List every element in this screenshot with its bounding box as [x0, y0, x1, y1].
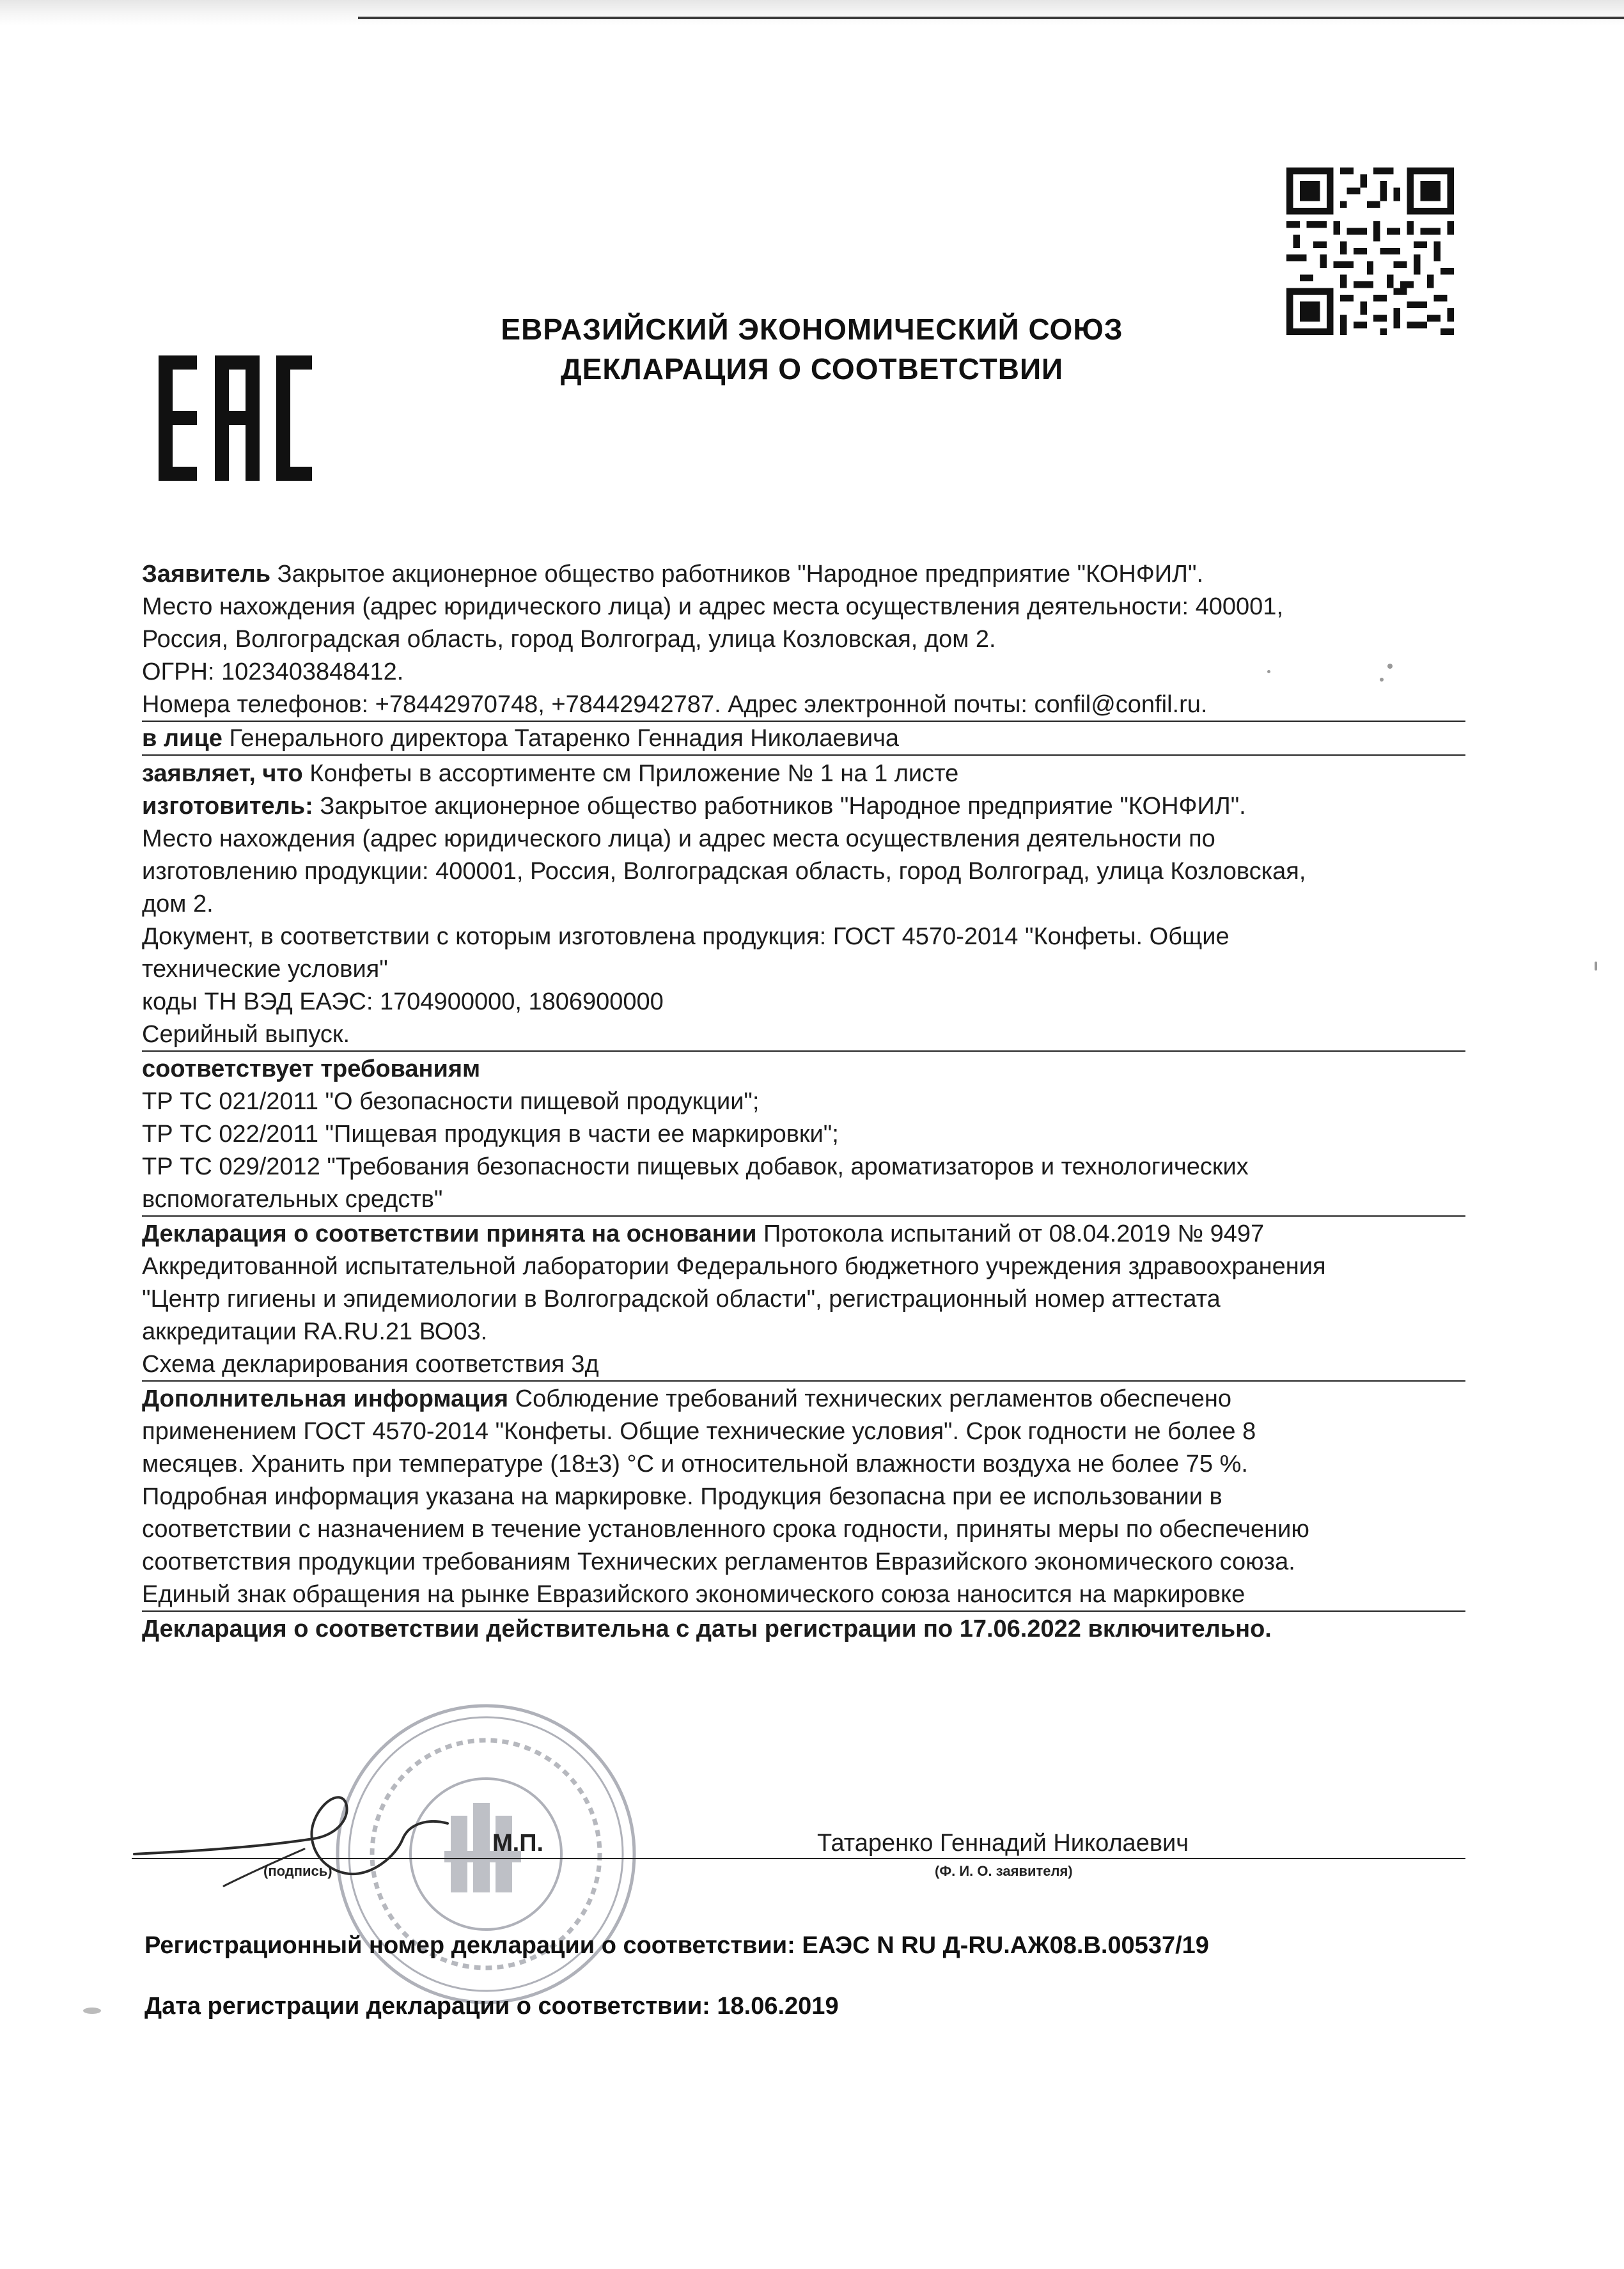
additional-detail: Подробная информация указана на маркировке. Продукция безопасна при ее использовании в [142, 1483, 1222, 1510]
additional-detail: месяцев. Хранить при температуре (18±3) °С и относительной влажности воздуха не более 75 %. [142, 1451, 1248, 1478]
manufacturer-label: изготовитель: [142, 793, 313, 820]
document-title: ДЕКЛАРАЦИЯ О СООТВЕТСТВИИ [560, 352, 1064, 386]
basis-detail: Схема декларирования соответствия 3д [142, 1351, 599, 1378]
qr-code-icon [1286, 168, 1454, 335]
representative-text: Генерального директора Татаренко Геннадия Николаевича [222, 725, 900, 752]
manufacturer-address-2: изготовлению продукции: 400001, Россия, Волгоградская область, город Волгоград, улица Козловская, [142, 858, 1306, 885]
applicant-line [142, 559, 1203, 589]
validity-line: Декларация о соответствии действительна с даты регистрации по 17.06.2022 включительно. [142, 1616, 1272, 1642]
requirement-item: вспомогательных средств" [142, 1186, 443, 1213]
requirement-item: ТР ТС 021/2011 "О безопасности пищевой продукции"; [142, 1088, 760, 1115]
divider [142, 1050, 1465, 1052]
manufacturer-address-1: Место нахождения (адрес юридического лица) и адрес места осуществления деятельности по [142, 825, 1215, 852]
additional-detail: Единый знак обращения на рынке Евразийского экономического союза наносится на маркировке [142, 1581, 1245, 1608]
basis-detail: "Центр гигиены и эпидемиологии в Волгоградской области", регистрационный номер аттестата [142, 1286, 1221, 1313]
scan-speck [1387, 664, 1393, 669]
scan-speck [83, 2008, 101, 2014]
declares-text: Конфеты в ассортименте см Приложение № 1 на 1 листе [302, 760, 959, 787]
codes-line: коды ТН ВЭД ЕАЭС: 1704900000, 1806900000 [142, 988, 664, 1015]
signature-line [132, 1858, 1465, 1859]
scan-speck [1595, 962, 1597, 971]
representative-label: в лице [142, 725, 223, 752]
additional-line [142, 1384, 1231, 1414]
scan-edge-line [358, 17, 1624, 19]
series-line: Серийный выпуск. [142, 1021, 350, 1048]
additional-label: Дополнительная информация [142, 1385, 509, 1412]
additional-text: Соблюдение требований технических регламентов обеспечено [508, 1385, 1232, 1412]
registration-number: Регистрационный номер декларации о соответствии: ЕАЭС N RU Д-RU.АЖ08.В.00537/19 [144, 1932, 1209, 1959]
scan-speck [1380, 678, 1384, 682]
basis-detail: аккредитации RA.RU.21 ВО03. [142, 1318, 488, 1345]
manufacturer-line [142, 791, 1246, 822]
stamp-caption: М.П. [492, 1830, 544, 1857]
signer-name: Татаренко Геннадий Николаевич [817, 1830, 1189, 1857]
declares-label: заявляет, что [142, 760, 303, 787]
requirement-item: ТР ТС 029/2012 "Требования безопасности пищевых добавок, ароматизаторов и технологических [142, 1153, 1249, 1180]
scan-edge-shadow [0, 0, 1624, 26]
applicant-address-1: Место нахождения (адрес юридического лица) и адрес места осуществления деятельности: 400001, [142, 593, 1283, 620]
basis-label: Декларация о соответствии принята на основании [142, 1220, 757, 1247]
additional-detail: соответствии с назначением в течение установленного срока годности, приняты меры по обеспечению [142, 1516, 1309, 1543]
signature-caption: (подпись) [263, 1863, 332, 1879]
scan-speck [1267, 670, 1270, 673]
applicant-name: Закрытое акционерное общество работников "Народное предприятие "КОНФИЛ". [270, 561, 1204, 588]
divider [142, 754, 1465, 756]
manufacturer-address-3: дом 2. [142, 891, 214, 917]
registration-date: Дата регистрации декларации о соответствии: 18.06.2019 [144, 1993, 839, 2020]
requirement-item: ТР ТС 022/2011 "Пищевая продукция в части ее маркировки"; [142, 1121, 839, 1148]
basis-detail: Аккредитованной испытательной лаборатории Федерального бюджетного учреждения здравоохранения [142, 1253, 1326, 1280]
basis-line [142, 1219, 1264, 1249]
divider [142, 1215, 1465, 1217]
applicant-label: Заявитель [142, 561, 271, 588]
standard-line-2: технические условия" [142, 956, 388, 983]
applicant-ogrn: ОГРН: 1023403848412. [142, 659, 404, 685]
representative-line [142, 723, 899, 754]
applicant-address-2: Россия, Волгоградская область, город Волгоград, улица Козловская, дом 2. [142, 626, 996, 653]
basis-text: Протокола испытаний от 08.04.2019 № 9497 [756, 1220, 1265, 1247]
declares-line [142, 758, 958, 789]
signer-name-caption: (Ф. И. О. заявителя) [935, 1863, 1073, 1879]
union-title: ЕВРАЗИЙСКИЙ ЭКОНОМИЧЕСКИЙ СОЮЗ [501, 313, 1123, 346]
divider [142, 1610, 1465, 1612]
additional-detail: применением ГОСТ 4570-2014 "Конфеты. Общие технические условия". Срок годности не более 8 [142, 1418, 1256, 1445]
requirements-label: соответствует требованиям [142, 1056, 481, 1082]
additional-detail: соответствия продукции требованиям Технических регламентов Евразийского экономического союза. [142, 1548, 1295, 1575]
standard-line-1: Документ, в соответствии с которым изготовлена продукция: ГОСТ 4570-2014 "Конфеты. Общие [142, 923, 1230, 950]
applicant-contacts: Номера телефонов: +78442970748, +78442942787. Адрес электронной почты: confil@confil.ru. [142, 691, 1208, 718]
divider [142, 1380, 1465, 1382]
divider [142, 721, 1465, 722]
manufacturer-name: Закрытое акционерное общество работников "Народное предприятие "КОНФИЛ". [313, 793, 1246, 820]
